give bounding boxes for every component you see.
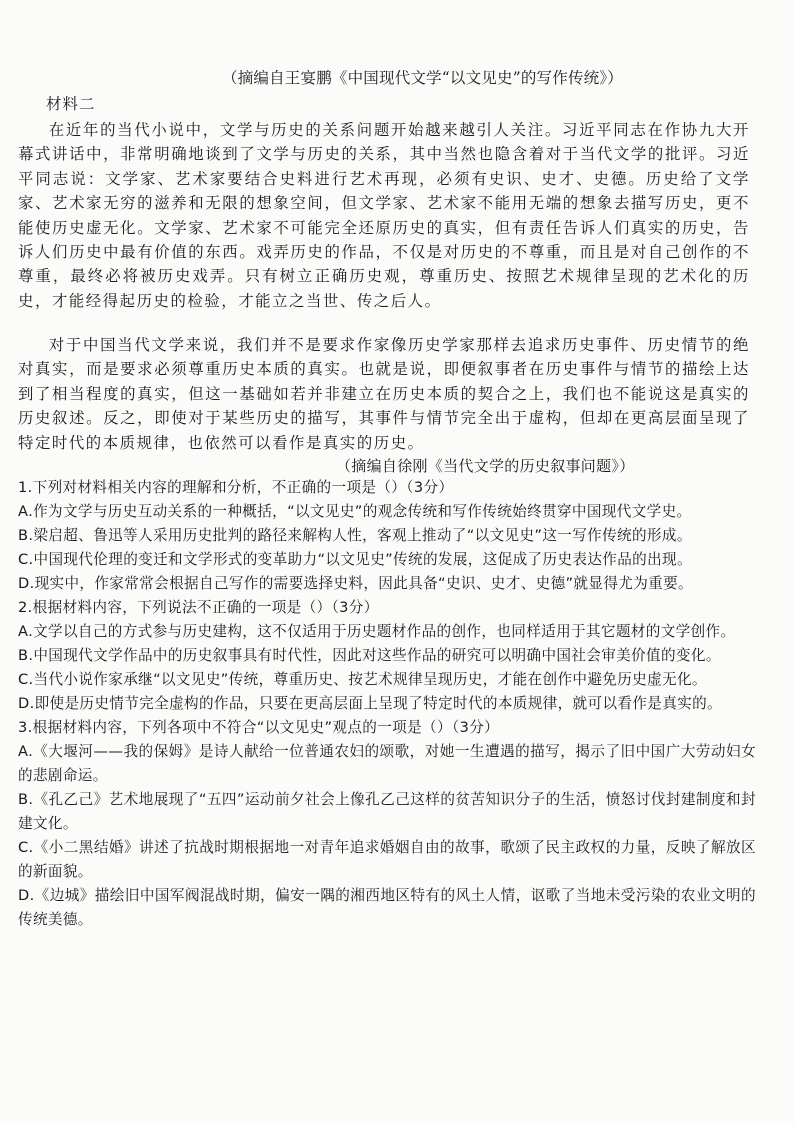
- option-c: C.中国现代伦理的变迁和文学形式的变革助力“以文见史”传统的发展，这促成了历史表达作品的出现。: [18, 551, 692, 568]
- option-a: A.文学以自己的方式参与历史建构，这不仅适用于历史题材作品的创作，也同样适用于其它题材的文学创作。: [18, 623, 736, 640]
- option-d: D.《边城》描绘旧中国军阀混战时期，偏安一隅的湘西地区特有的风土人情，讴歌了当地未受污染的农业文明的传统美德。: [18, 887, 756, 928]
- material-two-paragraph-2: 对于中国当代文学来说，我们并不是要求作家像历史学家那样去追求历史事件、历史情节的绝对真实，而是要求必须尊重历史本质的真实。也就是说，即便叙事者在历史事件与情节的描绘上达到了相当程度的真实，但这一基础如若并非建立在历史本质的契合之上，我们也不能说这是真实的历史叙述。反之，即使对于某些历史的描写，其事件与情节完全出于虚构，但却在更高层面呈现了特定时代的本质规律，也依然可以看作是真实的历史。: [18, 336, 750, 452]
- option-b: B.《孔乙己》艺术地展现了“五四”运动前夕社会上像孔乙己这样的贫苦知识分子的生活，愤怒讨伐封建制度和封建文化。: [18, 791, 756, 832]
- option-b: B.中国现代文学作品中的历史叙事具有时代性，因此对这些作品的研究可以明确中国社会审美价值的变化。: [18, 647, 721, 664]
- question-1: [18, 476, 756, 596]
- material-two-source: （摘编自徐刚《当代文学的历史叙事问题》）: [336, 457, 635, 475]
- question-stem: 2.根据材料内容，下列说法不正确的一项是（）（3分）: [18, 599, 379, 616]
- material-two-title: 材料二: [46, 95, 96, 113]
- option-c: C.《小二黑结婚》讲述了抗战时期根据地一对青年追求婚姻自由的故事，歌颂了民主政权的力量，反映了解放区的新面貌。: [18, 839, 756, 880]
- option-b: B.梁启超、鲁迅等人采用历史批判的路径来解构人性，客观上推动了“以文见史”这一写作传统的形成。: [18, 527, 692, 544]
- option-d: D.即使是历史情节完全虚构的作品，只要在更高层面上呈现了特定时代的本质规律，就可以看作是真实的。: [18, 695, 722, 712]
- option-d: D.现实中，作家常常会根据自己写作的需要选择史料，因此具备“史识、史才、史德”就显得尤为重要。: [18, 575, 693, 592]
- question-stem: 3.根据材料内容，下列各项中不符合“以文见史”观点的一项是（）（3分）: [18, 719, 500, 736]
- material-two-paragraph-1: 在近年的当代小说中，文学与历史的关系问题开始越来越引人关注。习近平同志在作协九大开幕式讲话中，非常明确地谈到了文学与历史的关系，其中当然也隐含着对于当代文学的批评。习近平同志说：文学家、艺术家要结合史料进行艺术再现，必须有史识、史才、史德。历史给了文学家、艺术家无穷的滋养和无限的想象空间，但文学家、艺术家不能用无端的想象去描写历史，更不能使历史虚无化。文学家、艺术家不可能完全还原历史的真实，但有责任告诉人们真实的历史，告诉人们历史中最有价值的东西。戏弄历史的作品，不仅是对历史的不尊重，而且是对自己创作的不尊重，最终必将被历史戏弄。只有树立正确历史观，尊重历史、按照艺术规律呈现的艺术化的历史，才能经得起历史的检验，才能立之当世、传之后人。: [18, 121, 750, 310]
- option-a: A.作为文学与历史互动关系的一种概括，“以文见史”的观念传统和写作传统始终贯穿中国现代文学史。: [18, 503, 692, 520]
- question-stem: 1.下列对材料相关内容的理解和分析，不正确的一项是（）（3分）: [18, 479, 454, 496]
- question-2: [18, 596, 756, 716]
- question-3: [18, 716, 756, 932]
- material-one-source: （摘编自王宴鹏《中国现代文学“以文见史”的写作传统》）: [222, 69, 623, 87]
- option-c: C.当代小说作家承继“以文见史”传统，尊重历史、按艺术规律呈现历史，才能在创作中避免历史虚无化。: [18, 671, 707, 688]
- question-list: [18, 476, 756, 932]
- option-a: A.《大堰河——我的保姆》是诗人献给一位普通农妇的颂歌，对她一生遭遇的描写，揭示了旧中国广大劳动妇女的悲剧命运。: [18, 743, 756, 784]
